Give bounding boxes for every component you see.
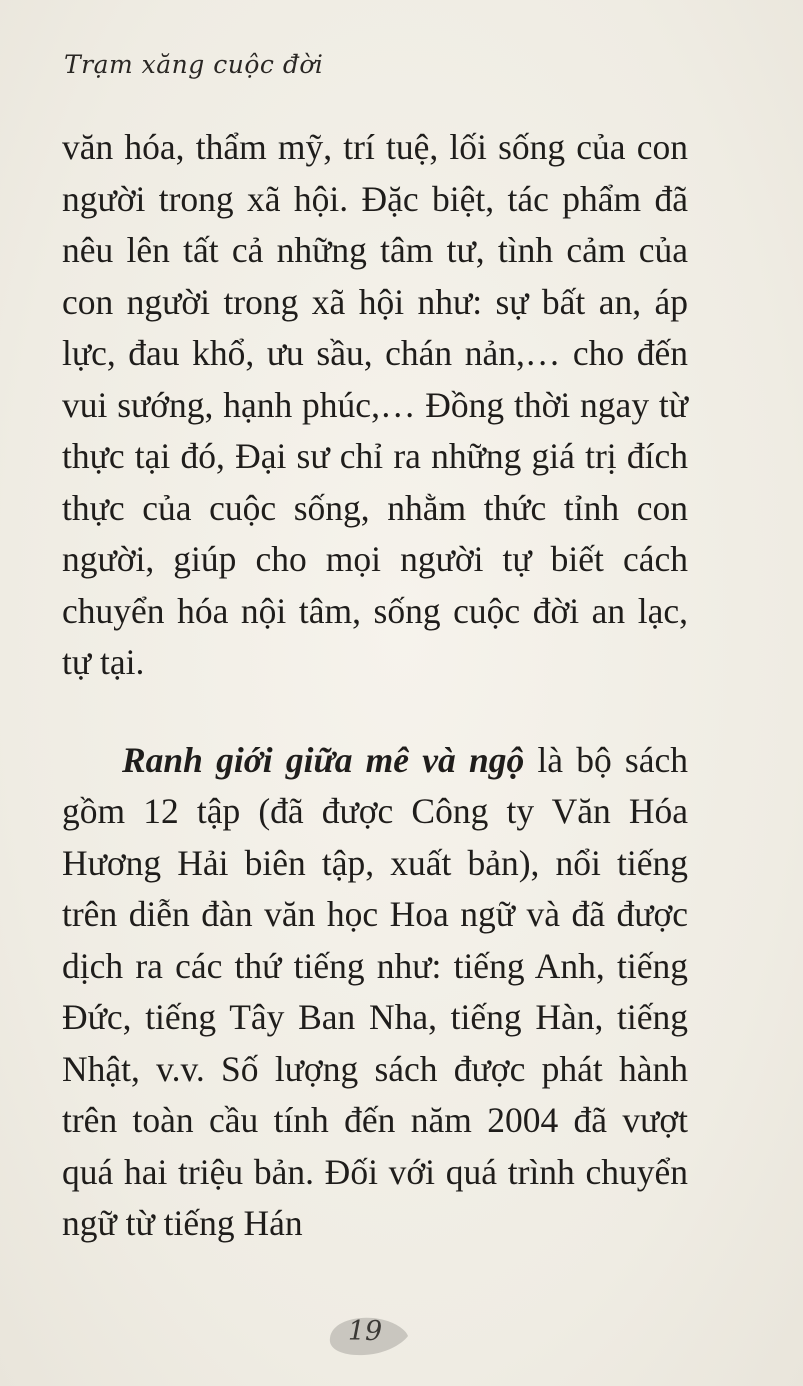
book-title: Ranh giới giữa mê và ngộ xyxy=(122,739,525,780)
running-head: Trạm xăng cuộc đời xyxy=(64,50,324,79)
body-text xyxy=(62,122,688,1250)
page-number-badge xyxy=(322,1308,412,1362)
paragraph-1: văn hóa, thẩm mỹ, trí tuệ, lối sống của con người trong xã hội. Đặc biệt, tác phẩm đã nêu lên tất cả những tâm tư, tình cảm của con người trong xã hội như: sự bất an, áp lực, đau khổ, ưu sầu, chán nản,… cho đến vui sướng, hạnh phúc,… Đồng thời ngay từ thực tại đó, Đại sư chỉ ra những giá trị đích thực của cuộc sống, nhằm thức tỉnh con người, giúp cho mọi người tự biết cách chuyển hóa nội tâm, sống cuộc đời an lạc, tự tại. xyxy=(62,127,688,682)
paragraph-2-text: là bộ sách gồm 12 tập (đã được Công ty Văn Hóa Hương Hải biên tập, xuất bản), nổi tiếng trên diễn đàn văn học Hoa ngữ và đã được dịch ra các thứ tiếng như: tiếng Anh, tiếng Đức, tiếng Tây Ban Nha, tiếng Hàn, tiếng Nhật, v.v. Số lượng sách được phát hành trên toàn cầu tính đến năm 2004 đã vượt quá hai triệu bản. Đối với quá trình chuyển ngữ từ tiếng Hán xyxy=(62,739,688,1243)
paragraph-2 xyxy=(62,735,688,1250)
page-number: 19 xyxy=(347,1316,383,1347)
